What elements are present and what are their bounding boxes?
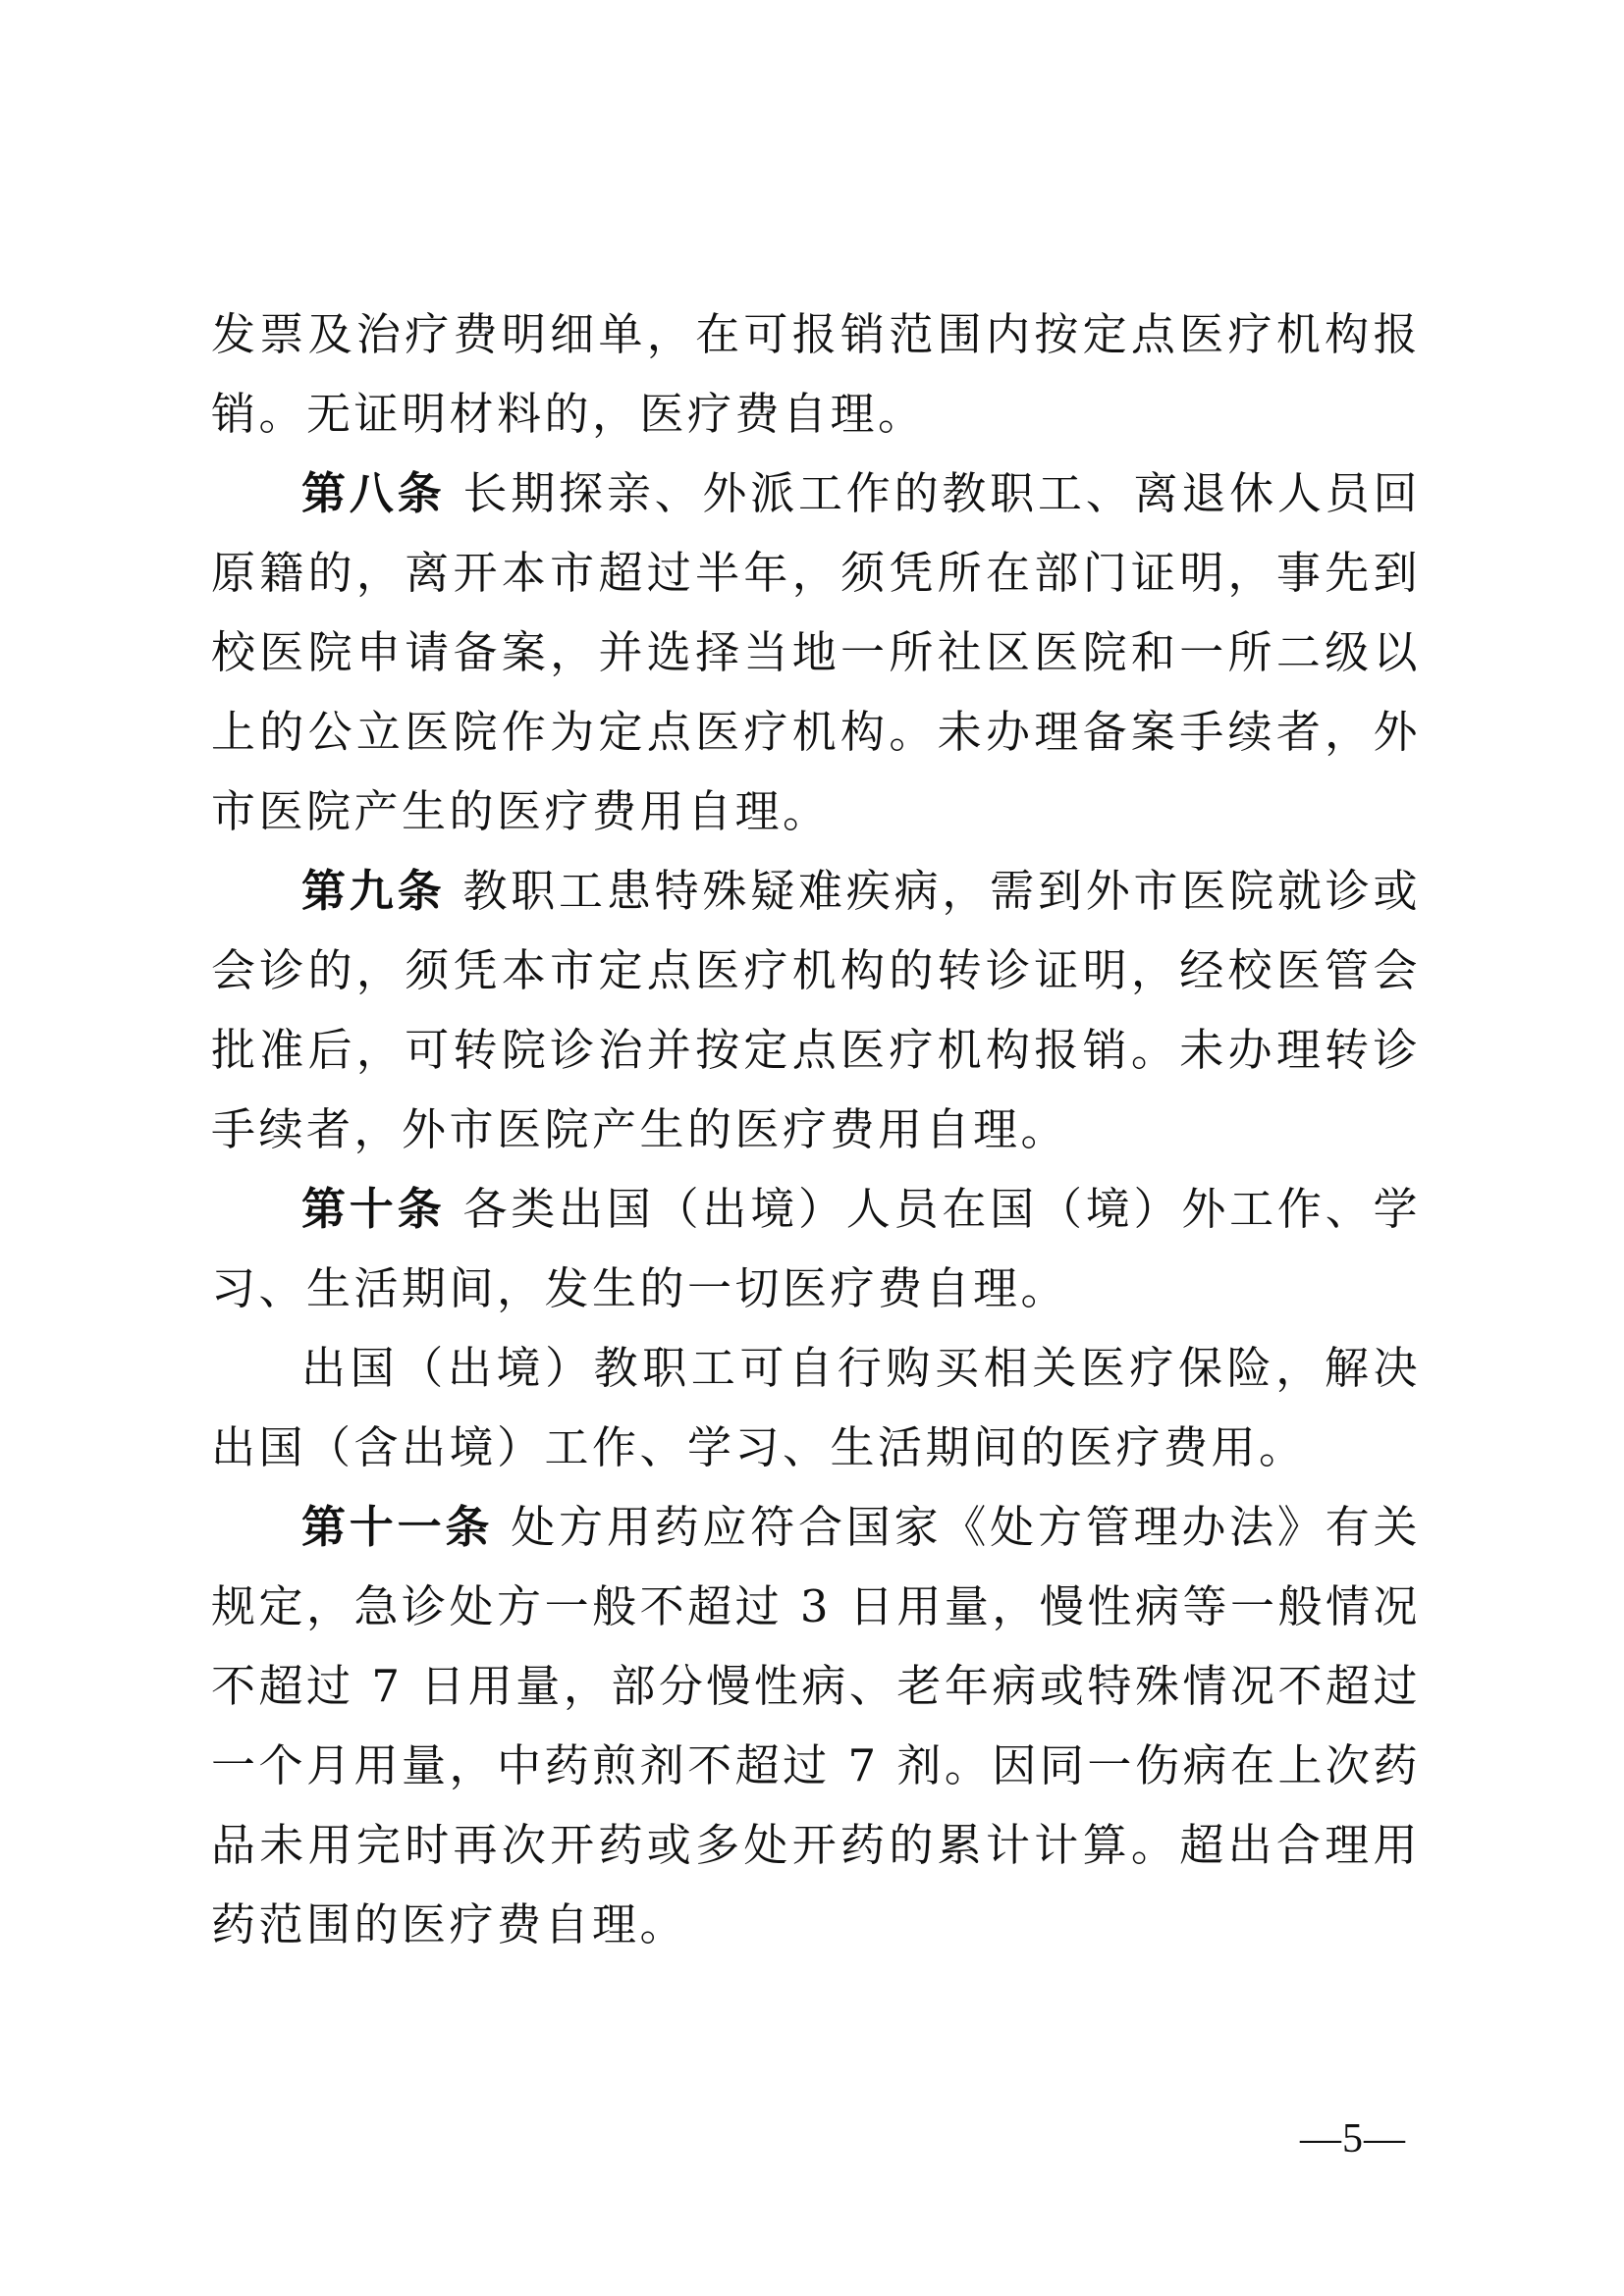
paragraph-text: 出国（出境）教职工可自行购买相关医疗保险，解决出国（含出境）工作、学习、生活期间的医疗费用。 [211, 1342, 1421, 1473]
paragraph-text: 处方用药应符合国家《处方管理办法》有关规定，急诊处方一般不超过 3 日用量，慢性病等一般情况不超过 7 日用量，部分慢性病、老年病或特殊情况不超过一个月用量，中药煎剂不超过 7 剂。因同一伤病在上次药品未用完时再次开药或多处开药的累计计算。超出合理用药范围的医疗费自理。 [211, 1501, 1421, 1950]
paragraph-continuation [211, 294, 1421, 454]
paragraph-text: 教职工患特殊疑难疾病，需到外市医院就诊或会诊的，须凭本市定点医疗机构的转诊证明，经校医管会批准后，可转院诊治并按定点医疗机构报销。未办理转诊手续者，外市医院产生的医疗费用自理。 [211, 865, 1421, 1155]
paragraph-text: 发票及治疗费明细单，在可报销范围内按定点医疗机构报销。无证明材料的，医疗费自理。 [211, 308, 1421, 440]
article-heading: 第八条 [301, 467, 446, 519]
paragraph-article-11 [211, 1487, 1421, 1964]
article-heading: 第十条 [301, 1183, 446, 1235]
paragraph-article-10 [211, 1169, 1421, 1328]
document-body [211, 294, 1421, 1964]
paragraph-text: 各类出国（出境）人员在国（境）外工作、学习、生活期间，发生的一切医疗费自理。 [211, 1183, 1421, 1314]
article-heading: 第十一条 [301, 1501, 494, 1553]
paragraph-article-10-note [211, 1328, 1421, 1487]
article-heading: 第九条 [301, 865, 446, 917]
paragraph-article-8 [211, 454, 1421, 851]
paragraph-article-9 [211, 851, 1421, 1169]
paragraph-text: 长期探亲、外派工作的教职工、离退休人员回原籍的，离开本市超过半年，须凭所在部门证明，事先到校医院申请备案，并选择当地一所社区医院和一所二级以上的公立医院作为定点医疗机构。未办理备案手续者，外市医院产生的医疗费用自理。 [211, 467, 1421, 837]
page-number: —5— [1300, 2116, 1406, 2162]
